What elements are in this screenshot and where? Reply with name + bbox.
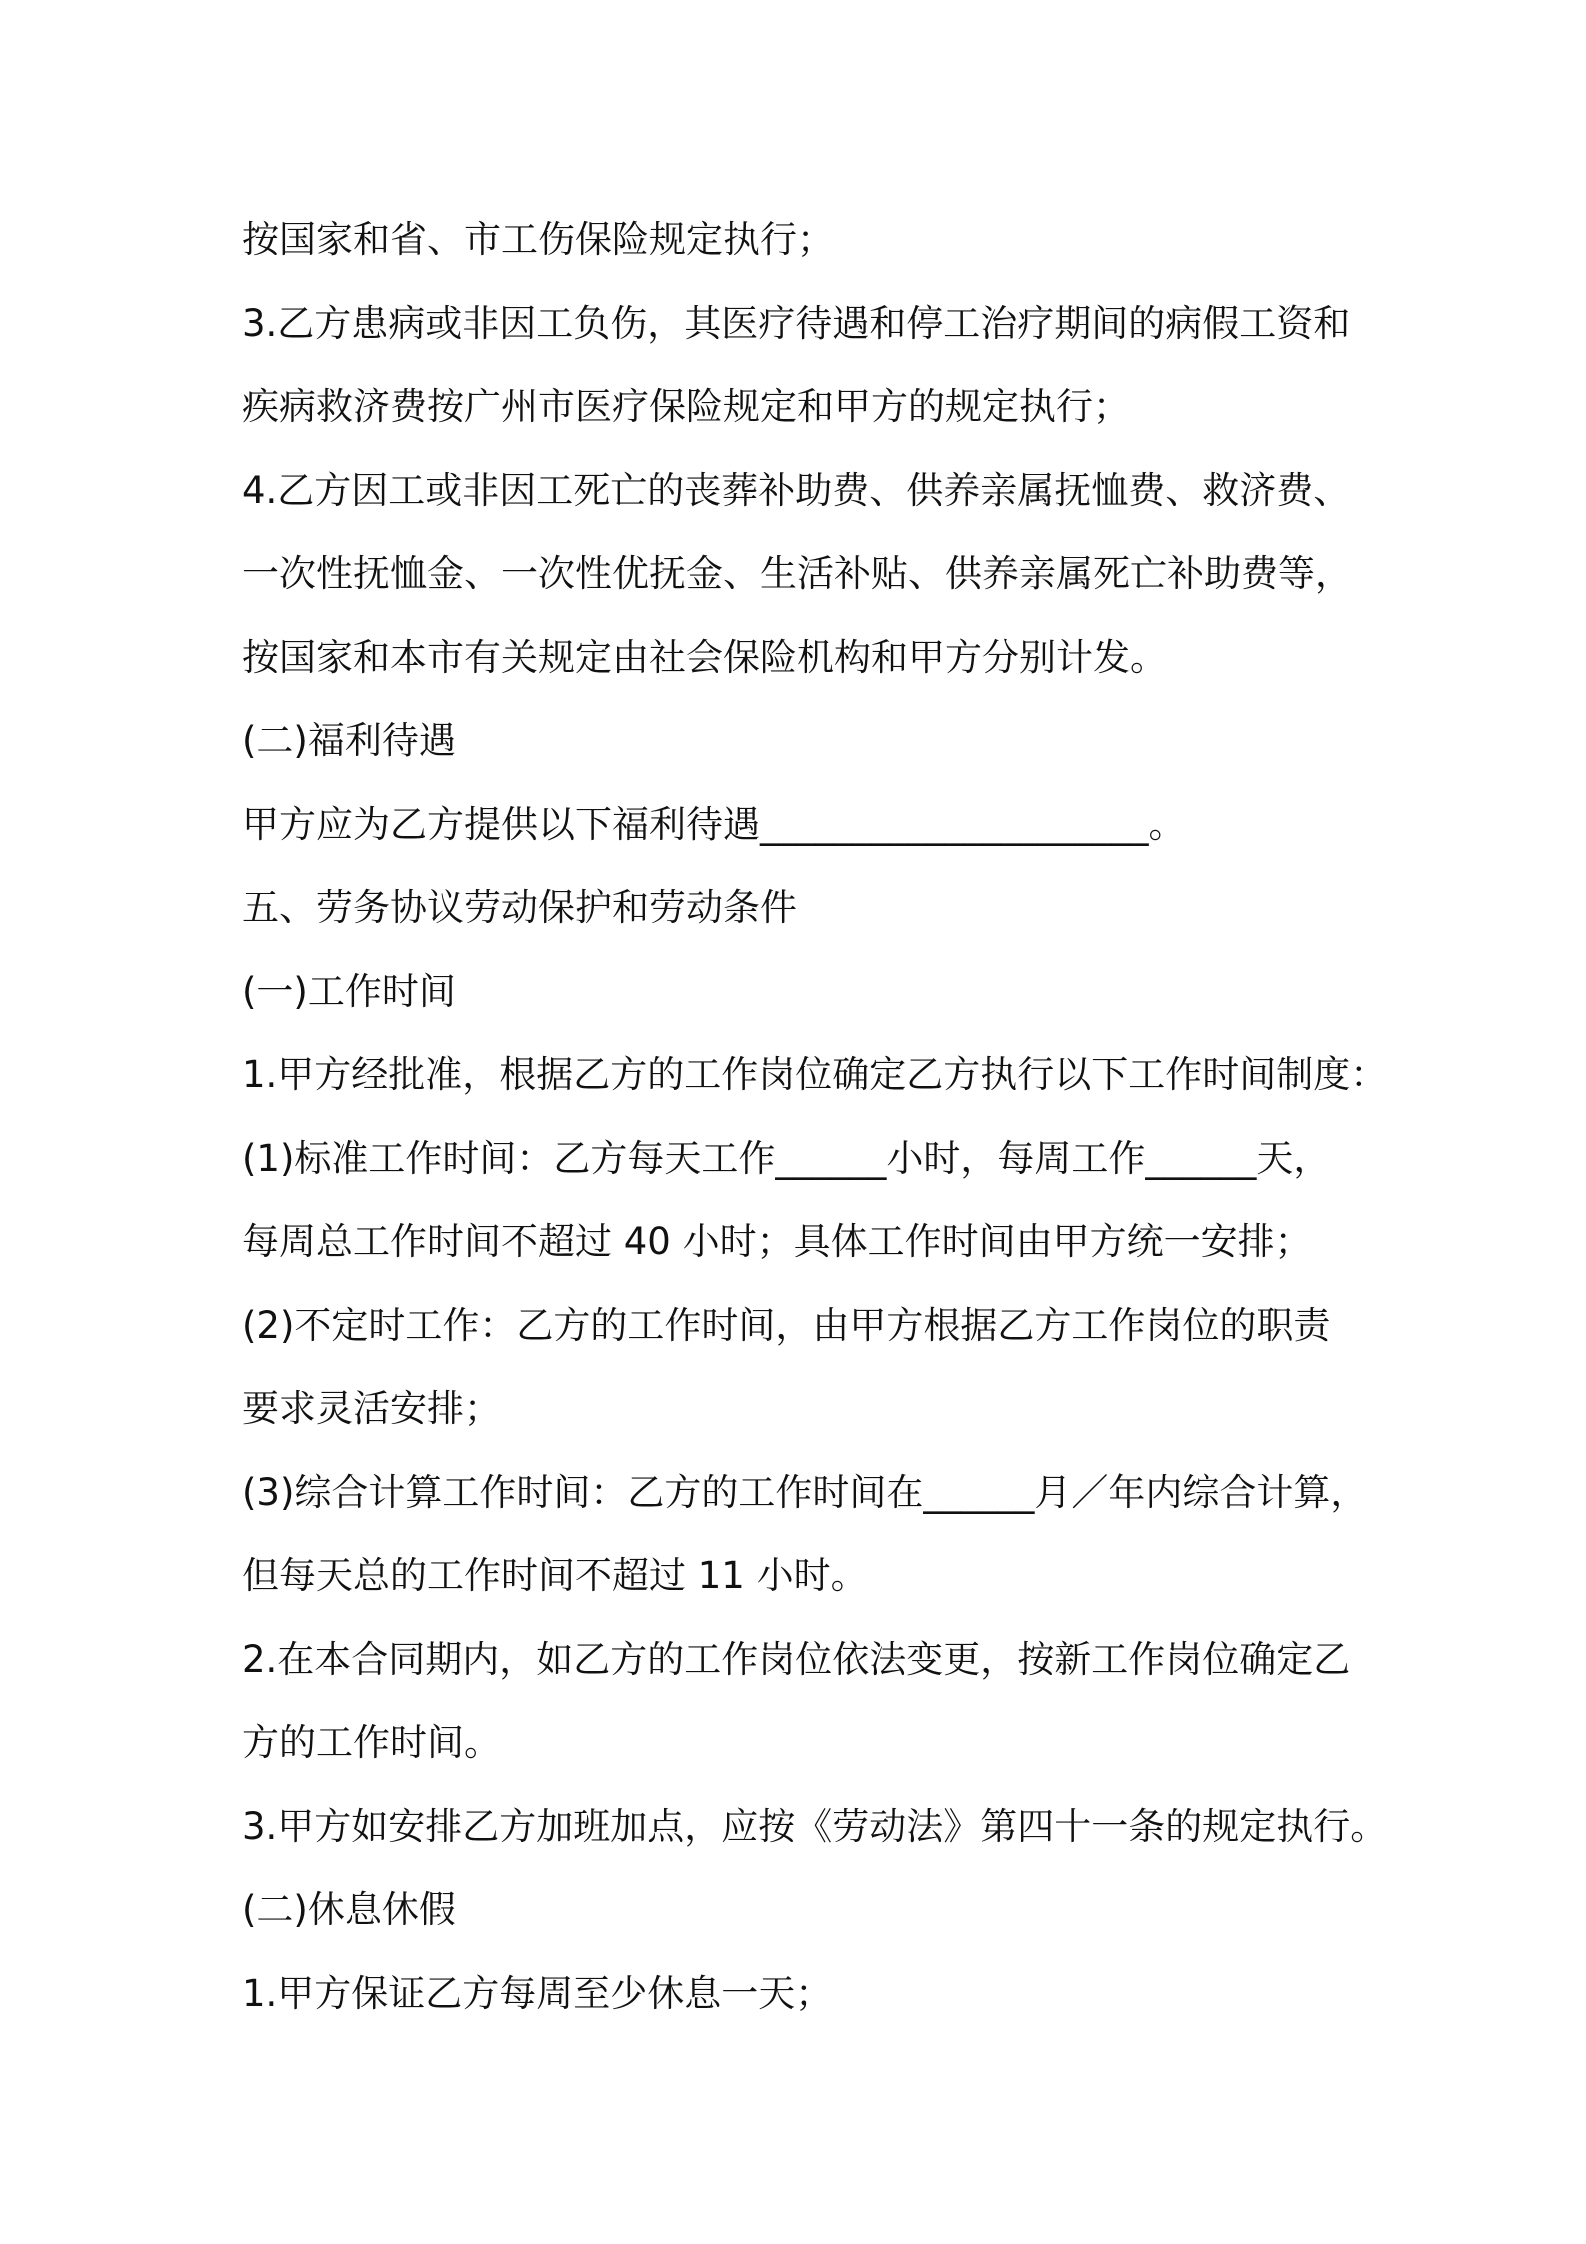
text-line-16: (3)综合计算工作时间：乙方的工作时间在______月／年内综合计算， — [242, 1470, 1368, 1514]
text-line-13: 每周总工作时间不超过 40 小时；具体工作时间由甲方统一安排； — [242, 1220, 1312, 1263]
text-line-04: 4.乙方因工或非因工死亡的丧葬补助费、供养亲属抚恤费、救济费、 — [242, 468, 1351, 512]
text-line-03: 疾病救济费按广州市医疗保险规定和甲方的规定执行； — [242, 385, 1130, 428]
section-heading-rest-leave: (二)休息休假 — [242, 1888, 456, 1931]
text-line-11: 1.甲方经批准，根据乙方的工作岗位确定乙方执行以下工作时间制度： — [242, 1053, 1388, 1096]
text-line-01: 按国家和省、市工伤保险规定执行； — [242, 218, 834, 261]
section-heading-work-time: (一)工作时间 — [242, 969, 456, 1013]
text-line-17: 但每天总的工作时间不超过 11 小时。 — [242, 1554, 868, 1597]
section-heading-welfare: (二)福利待遇 — [242, 719, 456, 762]
document-body — [242, 198, 1388, 2035]
text-line-12: (1)标准工作时间：乙方每天工作______小时，每周工作______天， — [242, 1136, 1331, 1180]
text-line-14: (2)不定时工作：乙方的工作时间，由甲方根据乙方工作岗位的职责 — [242, 1303, 1331, 1347]
text-line-20: 3.甲方如安排乙方加班加点，应按《劳动法》第四十一条的规定执行。 — [242, 1804, 1388, 1848]
text-line-19: 方的工作时间。 — [242, 1721, 501, 1764]
text-line-06: 按国家和本市有关规定由社会保险机构和甲方分别计发。 — [242, 635, 1167, 679]
text-line-22: 1.甲方保证乙方每周至少休息一天； — [242, 1971, 833, 2015]
text-line-02: 3.乙方患病或非因工负伤，其医疗待遇和停工治疗期间的病假工资和 — [242, 301, 1351, 345]
chapter-heading-five: 五、劳务协议劳动保护和劳动条件 — [242, 886, 797, 929]
text-line-05: 一次性抚恤金、一次性优抚金、生活补贴、供养亲属死亡补助费等， — [242, 552, 1352, 595]
text-line-18: 2.在本合同期内，如乙方的工作岗位依法变更，按新工作岗位确定乙 — [242, 1637, 1351, 1681]
text-line-08: 甲方应为乙方提供以下福利待遇_____________________。 — [242, 802, 1186, 846]
text-line-15: 要求灵活安排； — [242, 1387, 501, 1430]
